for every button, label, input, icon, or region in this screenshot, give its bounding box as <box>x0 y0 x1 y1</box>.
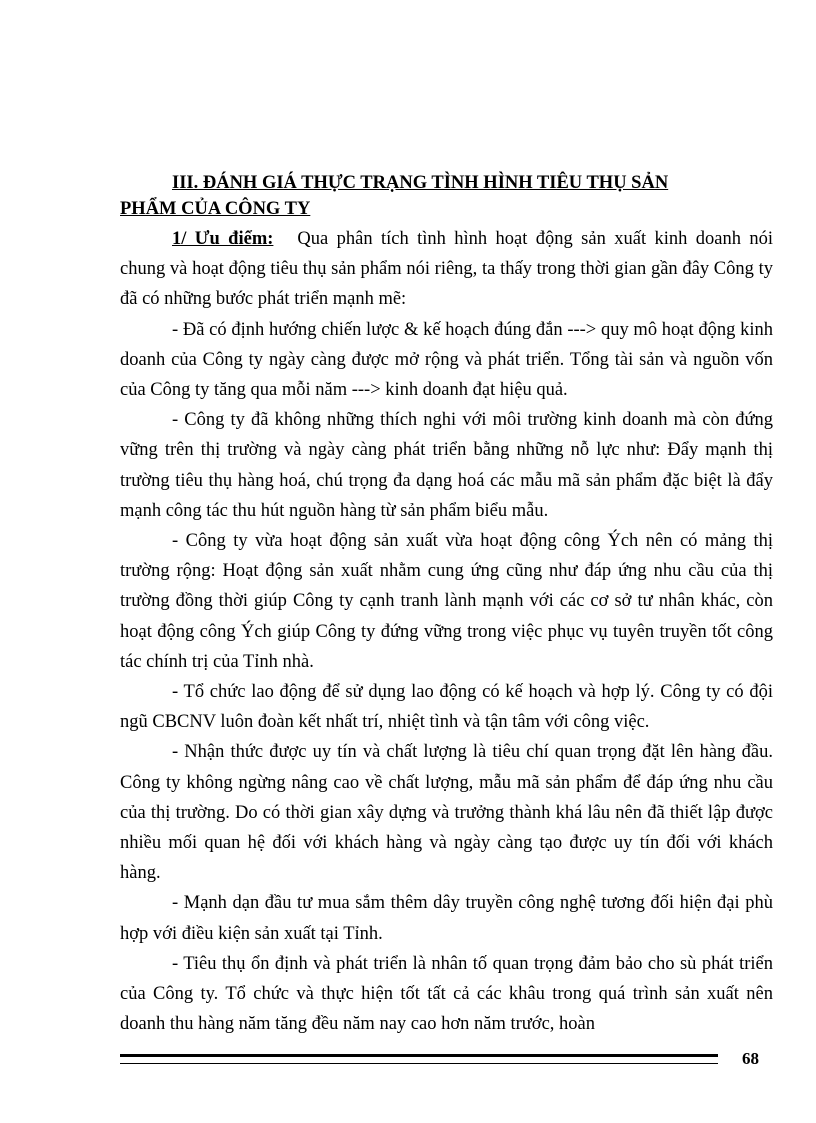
document-page <box>120 170 773 1039</box>
advantage-item-4: - Tổ chức lao động để sử dụng lao động có kế hoạch và hợp lý. Công ty có đội ngũ CBCNV luôn đoàn kết nhất trí, nhiệt tình và tận tâm với công việc. <box>120 682 773 733</box>
advantage-item-2: - Công ty đã không những thích nghi với môi trường kinh doanh mà còn đứng vững trên thị trường và ngày càng phát triển bằng những nỗ lực như: Đẩy mạnh thị trường tiêu thụ hàng hoá, chú trọng đa dạng hoá các mẫu mã sản phẩm đặc biệt là đẩy mạnh công tác thu hút nguồn hàng từ sản phẩm biểu mẫu. <box>120 410 773 521</box>
advantage-item-1: - Đã có định hướng chiến lược & kế hoạch đúng đắn ---> quy mô hoạt động kinh doanh của Công ty ngày càng được mở rộng và phát triển. Tổng tài sản và nguồn vốn của Công ty tăng qua mỗi năm ---> kinh doanh đạt hiệu quả. <box>120 319 773 401</box>
advantages-intro-text: Qua phân tích tình hình hoạt động sản xuất kinh doanh nói chung và hoạt động tiêu thụ sản phẩm nói riêng, ta thấy trong thời gian gần đây Công ty đã có những bước phát triển mạnh mẽ: <box>120 229 773 310</box>
footer-divider <box>120 1054 718 1064</box>
section-heading-line2: PHẨM CỦA CÔNG TY <box>120 199 311 219</box>
advantage-item-6: - Mạnh dạn đầu tư mua sắm thêm dây truyền công nghệ tương đối hiện đại phù hợp với điều kiện sản xuất tại Tỉnh. <box>120 893 773 944</box>
advantage-item-7: - Tiêu thụ ổn định và phát triển là nhân tố quan trọng đảm bảo cho sù phát triển của Công ty. Tổ chức và thực hiện tốt tất cả các khâu trong quá trình sản xuất nên doanh thu hàng năm tăng đều năm nay cao hơn năm trước, hoàn <box>120 953 773 1035</box>
section-heading <box>120 170 773 222</box>
advantages-subheading: 1/ Ưu điểm: <box>172 229 274 249</box>
advantages-intro-paragraph <box>120 224 773 315</box>
advantage-item-5: - Nhận thức được uy tín và chất lượng là tiêu chí quan trọng đặt lên hàng đầu. Công ty không ngừng nâng cao về chất lượng, mẫu mã sản phẩm để đáp ứng nhu cầu của thị trường. Do có thời gian xây dựng và trưởng thành khá lâu nên đã thiết lập được nhiều mối quan hệ đối với khách hàng và ngày càng tạo được uy tín đối với khách hàng. <box>120 742 773 884</box>
section-heading-line1: III. ĐÁNH GIÁ THỰC TRẠNG TÌNH HÌNH TIÊU THỤ SẢN <box>172 173 669 193</box>
advantage-item-3: - Công ty vừa hoạt động sản xuất vừa hoạt động công Ých nên có mảng thị trường rộng: Hoạt động sản xuất nhằm cung ứng cũng như đáp ứng nhu cầu của thị trường đồng thời giúp Công ty cạnh tranh lành mạnh với các cơ sở tư nhân khác, còn hoạt động công Ých giúp Công ty đứng vững trong việc phục vụ tuyên truyền tốt công tác chính trị của Tỉnh nhà. <box>120 531 773 672</box>
page-number: 68 <box>742 1049 759 1068</box>
